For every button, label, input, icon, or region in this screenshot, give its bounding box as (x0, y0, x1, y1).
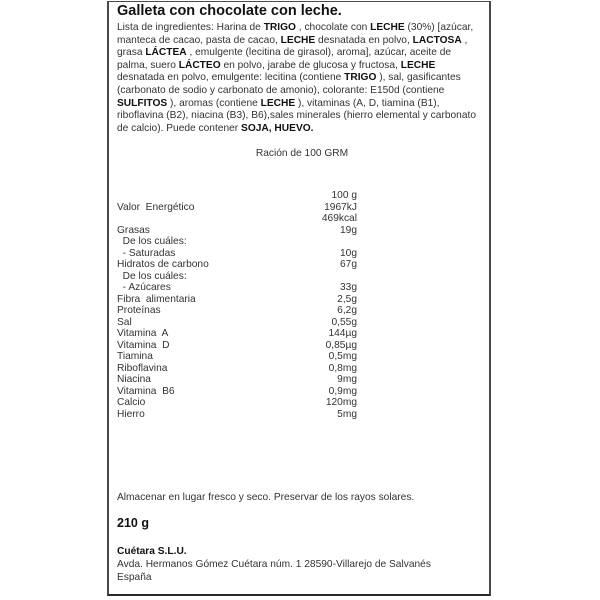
ingredients-list (117, 22, 483, 135)
nutrient-value: 10g (340, 247, 357, 259)
nutrition-row (117, 409, 357, 421)
ingredient-text: desnatada en polvo, (315, 34, 413, 46)
nutrient-label: - Azúcares (117, 282, 171, 293)
ingredient-text: desnatada en polvo, emulgente: lecitina (contiene (117, 72, 345, 84)
nutrient-label: Hierro (117, 408, 145, 420)
nutrient-value: 0,85µg (325, 339, 357, 351)
nutrient-label: Calcio (117, 397, 146, 408)
nutrient-value: 5mg (337, 408, 357, 420)
ingredient-text: ), vitaminas (A, D, tiamina (B1), riboflavina (B2), niacina (B3), B6),sales minerales (hierro elemental y carbonato de calcio). Puede contener (117, 97, 476, 134)
allergen-highlight: SULFITOS (117, 97, 168, 109)
allergen-highlight: LÁCTEO (178, 59, 221, 71)
ingredient-text: (30%) [azúcar, manteca de cacao, pasta de cacao, (117, 22, 474, 46)
nutrient-label: Vitamina B6 (117, 385, 175, 397)
ingredient-text: en polvo, jarabe de glucosa y fructosa, (220, 59, 401, 71)
allergen-highlight: LECHE (280, 34, 316, 46)
allergen-highlight: LECHE (370, 22, 405, 33)
ingredient-text: , grasa (117, 34, 468, 59)
ingredient-text: , emulgente (lecitina de girasol), aroma], azúcar, aceite de palma, suero (117, 47, 452, 71)
nutrition-row (117, 225, 357, 237)
nutrition-row (117, 282, 357, 294)
nutrient-label: De los cuáles: (117, 236, 187, 247)
nutrition-row (117, 271, 357, 283)
nutrition-row (117, 351, 357, 363)
nutrition-row (117, 363, 357, 375)
nutrient-value: 0,5mg (328, 351, 357, 362)
nutrition-row (117, 386, 357, 398)
nutrient-value: 19g (340, 224, 357, 236)
ingredient-text: ), aromas (contiene (167, 97, 261, 109)
nutrient-label: Hidratos de carbono (117, 259, 209, 270)
nutrient-value: 33g (340, 282, 357, 293)
net-weight: 210 g (117, 516, 149, 530)
nutrient-label: Fibra alimentaria (117, 293, 196, 305)
nutrition-row (117, 202, 357, 214)
nutrient-value: 2,5g (337, 293, 357, 305)
nutrient-label: - Saturadas (117, 247, 176, 259)
nutrient-value: 1967kJ (324, 201, 357, 213)
nutrient-value: 100 g (331, 190, 357, 201)
nutrient-value: 6,2g (337, 305, 357, 316)
allergen-highlight: TRIGO (263, 22, 296, 33)
nutrition-row (117, 328, 357, 340)
nutrient-label: Sal (117, 316, 132, 328)
nutrition-row (117, 374, 357, 386)
nutrition-row (117, 190, 357, 202)
ingredient-text: ), sal, gasificantes (carbonato de sodio y carbonato de amonio), colorante: E150d (contiene (117, 72, 461, 96)
nutrition-row (117, 236, 357, 248)
address-line-2: España (117, 571, 152, 583)
nutrient-value: 144µg (328, 328, 357, 339)
nutrition-row (117, 340, 357, 352)
nutrient-value: 67g (340, 259, 357, 270)
allergen-highlight: LACTOSA (412, 34, 462, 46)
nutrient-value: 0,8mg (328, 362, 357, 374)
ingredient-text: Lista de ingredientes: Harina de (117, 22, 264, 33)
nutrition-row (117, 248, 357, 260)
storage-instructions: Almacenar en lugar fresco y seco. Preservar de los rayos solares. (117, 492, 415, 503)
allergen-highlight: LECHE (400, 59, 436, 71)
serving-size-label: Ración de 100 GRM (255, 148, 349, 159)
nutrition-row (117, 305, 357, 317)
nutrient-label: De los cuáles: (117, 270, 187, 282)
allergen-highlight: TRIGO (344, 72, 377, 84)
nutrient-label: Grasas (117, 224, 150, 236)
nutrient-label: Proteínas (117, 305, 161, 316)
product-label-panel (107, 1, 491, 596)
manufacturer-address (117, 559, 431, 584)
address-line-1: Avda. Hermanos Gómez Cuétara núm. 1 28590-Villarejo de Salvanés (117, 559, 431, 570)
nutrition-row (117, 259, 357, 271)
nutrient-label: Tiamina (117, 351, 153, 362)
ingredient-text: , chocolate con (295, 22, 371, 33)
nutrition-table (117, 190, 357, 420)
nutrient-label: Vitamina A (117, 328, 169, 339)
nutrient-label: Vitamina D (117, 339, 170, 351)
allergen-highlight: LÁCTEA (145, 47, 187, 59)
nutrient-value: 0,55g (331, 316, 357, 328)
nutrient-label: Valor Energético (117, 201, 195, 213)
allergen-highlight: SOJA, HUEVO. (241, 122, 314, 134)
nutrient-label: Niacina (117, 374, 151, 385)
nutrient-value: 0,9mg (328, 385, 357, 397)
allergen-highlight: LECHE (260, 97, 296, 109)
nutrition-row (117, 294, 357, 306)
nutrient-value: 120mg (325, 397, 357, 408)
nutrition-row (117, 213, 357, 225)
nutrient-value: 469kcal (321, 213, 357, 224)
product-title: Galleta con chocolate con leche. (117, 3, 342, 19)
nutrient-value: 9mg (337, 374, 357, 385)
manufacturer-name: Cuétara S.L.U. (117, 546, 187, 557)
nutrition-row (117, 397, 357, 409)
nutrition-row (117, 317, 357, 329)
nutrient-label: Riboflavina (117, 362, 168, 374)
